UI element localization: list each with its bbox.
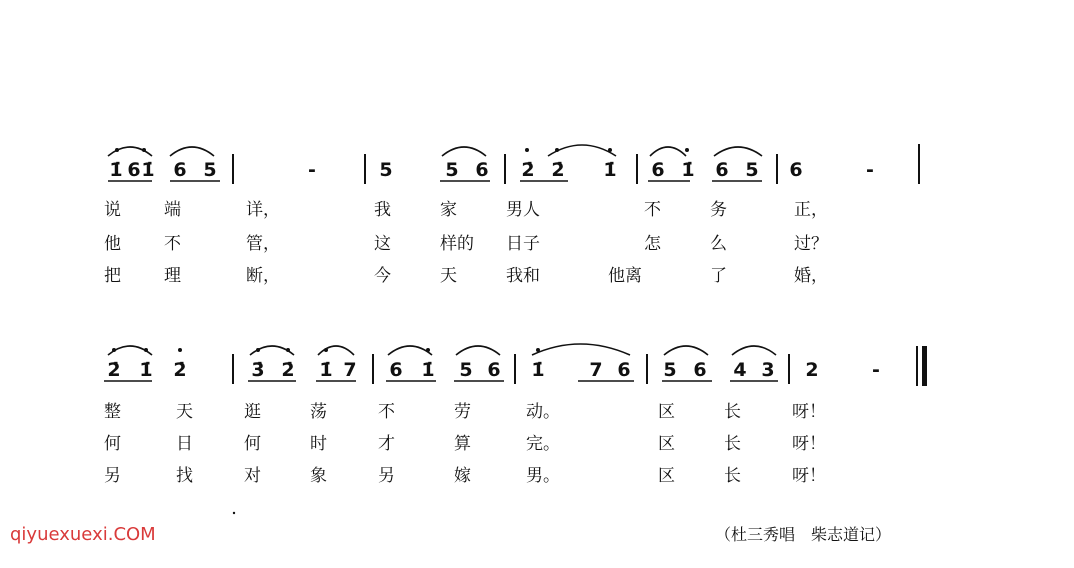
note: 5 <box>203 159 217 181</box>
note: 2̇ <box>551 159 565 181</box>
lyric: 时 <box>310 434 327 454</box>
lyric: 长 <box>724 402 741 422</box>
dash: - <box>866 159 874 181</box>
lyric: 我 <box>374 200 391 220</box>
lyric: 天 <box>176 402 193 422</box>
note: 2̇ <box>281 359 295 381</box>
lyric: 么 <box>710 234 727 254</box>
note: 1̇ <box>139 359 153 381</box>
note: 1̇ <box>681 159 695 181</box>
barline <box>916 346 918 386</box>
note: 5 <box>445 159 459 181</box>
site-watermark: qiyuexuexi.COM <box>10 524 156 545</box>
barline <box>646 354 648 384</box>
barline <box>504 154 506 184</box>
lyric: 他离 <box>608 266 642 286</box>
lyric: 理 <box>164 266 181 286</box>
note: 6 <box>389 359 403 381</box>
note: 3 <box>761 359 775 381</box>
lyric: 找 <box>176 466 193 486</box>
lyric: 他 <box>104 234 121 254</box>
lyric: 呀！ <box>792 402 826 422</box>
lyric: 长 <box>724 434 741 454</box>
lyric: 了 <box>710 266 727 286</box>
lyric: 象 <box>310 466 327 486</box>
lyric: 何 <box>244 434 261 454</box>
barline <box>788 354 790 384</box>
lyric-line-6 <box>0 464 1074 490</box>
barline <box>232 354 234 384</box>
note: 3̇ <box>251 359 265 381</box>
note: 4 <box>733 359 747 381</box>
note: 5 <box>663 359 677 381</box>
lyric: 动。 <box>526 402 560 422</box>
lyric: 整 <box>104 402 121 422</box>
lyric-line-1 <box>0 198 1074 224</box>
lyric: 不 <box>644 200 661 220</box>
note: 5 <box>745 159 759 181</box>
lyric: 不 <box>378 402 395 422</box>
lyric: 区 <box>658 402 675 422</box>
barline <box>776 154 778 184</box>
lyric-line-4 <box>0 400 1074 426</box>
lyric: 区 <box>658 434 675 454</box>
barline <box>636 154 638 184</box>
lyric: 断， <box>246 266 280 286</box>
lyric: 另 <box>378 466 395 486</box>
lyric: 何 <box>104 434 121 454</box>
note: 6 <box>173 159 187 181</box>
note: 7 <box>343 359 357 381</box>
note: 1̇ <box>421 359 435 381</box>
lyric: 完。 <box>526 434 560 454</box>
lyric: 今 <box>374 266 391 286</box>
lyric: 另 <box>104 466 121 486</box>
note: 5 <box>459 359 473 381</box>
note: 6 <box>789 159 803 181</box>
note: 6 <box>475 159 489 181</box>
lyric: 过？ <box>794 234 828 254</box>
lyric: 荡 <box>310 402 327 422</box>
final-barline <box>922 346 927 386</box>
note: 7 <box>589 359 603 381</box>
lyric: 正， <box>794 200 828 220</box>
lyric: 男人 <box>506 200 540 220</box>
lyric: 说 <box>104 200 121 220</box>
barline <box>514 354 516 384</box>
lyric: 男。 <box>526 466 560 486</box>
lyric: 管， <box>246 234 280 254</box>
note: 6 <box>617 359 631 381</box>
note: 6 <box>715 159 729 181</box>
note: 2̇ <box>521 159 535 181</box>
lyric: 端 <box>164 200 181 220</box>
lyric: 务 <box>710 200 727 220</box>
credit-line: （杜三秀唱 柴志道记） <box>715 525 892 544</box>
lyric: 我和 <box>506 266 540 286</box>
note: 2̇ <box>107 359 121 381</box>
lyric: 逛 <box>244 402 261 422</box>
lyric: 长 <box>724 466 741 486</box>
barline <box>372 354 374 384</box>
lyric: 日子 <box>506 234 540 254</box>
lyric: 算 <box>454 434 471 454</box>
barline <box>232 154 234 184</box>
lyric-line-3 <box>0 264 1074 290</box>
barline <box>364 154 366 184</box>
lyric: 样的 <box>440 234 474 254</box>
barline <box>918 144 920 184</box>
note: 1̇ <box>319 359 333 381</box>
note: 1̇ <box>603 159 617 181</box>
lyric: 详， <box>246 200 280 220</box>
note: 6 <box>127 159 141 181</box>
lyric: 区 <box>658 466 675 486</box>
note: 6 <box>651 159 665 181</box>
note: 6 <box>693 359 707 381</box>
note: 1̇ <box>141 159 155 181</box>
note: 2̇ <box>173 359 187 381</box>
lyric: 婚， <box>794 266 828 286</box>
note: 6 <box>487 359 501 381</box>
note: 2 <box>805 359 819 381</box>
note: 1̇ <box>109 159 123 181</box>
lyric: 日 <box>176 434 193 454</box>
lyric-line-2 <box>0 232 1074 258</box>
lyric: 不 <box>164 234 181 254</box>
lyric: 劳 <box>454 402 471 422</box>
note: 1̇ <box>531 359 545 381</box>
lyric: 家 <box>440 200 457 220</box>
lyric-line-5 <box>0 432 1074 458</box>
lyric: 呀！ <box>792 434 826 454</box>
note: 5 <box>379 159 393 181</box>
dash: - <box>872 359 880 381</box>
lyric: 这 <box>374 234 391 254</box>
lyric: 呀！ <box>792 466 826 486</box>
dash: - <box>308 159 316 181</box>
lyric: 天 <box>440 266 457 286</box>
lyric: 才 <box>378 434 395 454</box>
lyric: 嫁 <box>454 466 471 486</box>
lyric: 把 <box>104 266 121 286</box>
lyric: 怎 <box>644 234 661 254</box>
lyric: 对 <box>244 466 261 486</box>
